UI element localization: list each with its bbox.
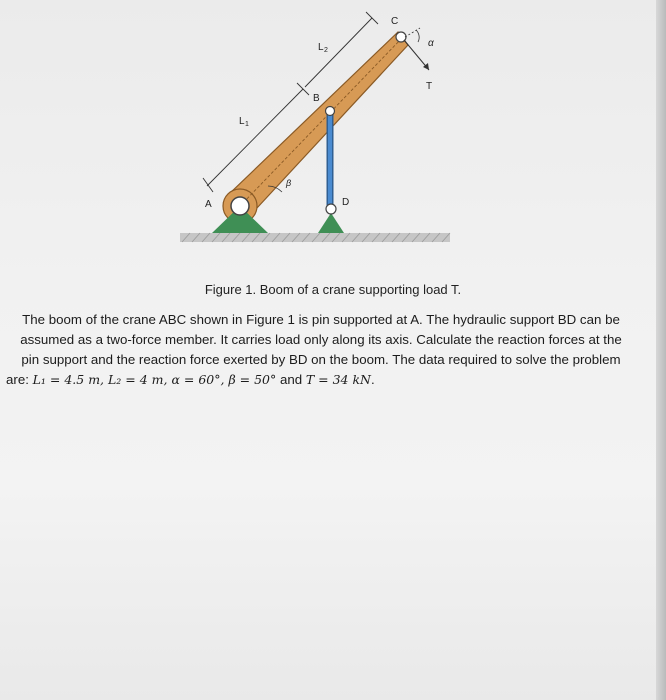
problem-line-4 bbox=[6, 370, 636, 390]
label-l1 bbox=[239, 116, 249, 128]
label-c: C bbox=[391, 16, 399, 27]
crane-figure bbox=[0, 0, 666, 300]
problem-and: and bbox=[276, 372, 306, 387]
problem-statement bbox=[6, 310, 636, 390]
label-beta: β bbox=[286, 178, 292, 188]
label-alpha: α bbox=[428, 38, 434, 49]
problem-line-1: The boom of the crane ABC shown in Figure 1 is pin supported at A. The hydraulic support BD can be bbox=[22, 312, 620, 327]
problem-line-2: assumed as a two-force member. It carries load only along its axis. Calculate the reaction forces at the bbox=[20, 332, 622, 347]
value-beta: β = 50° bbox=[228, 372, 277, 387]
value-l2: L₂ = 4 m, bbox=[108, 372, 172, 387]
problem-end: . bbox=[370, 372, 375, 387]
boom-abc bbox=[223, 32, 408, 223]
value-l1: L₁ = 4.5 m, bbox=[32, 372, 108, 387]
svg-text:1: 1 bbox=[245, 121, 249, 128]
label-d: D bbox=[342, 197, 350, 208]
svg-text:2: 2 bbox=[324, 47, 328, 54]
value-t: T = 34 kN bbox=[305, 372, 371, 387]
problem-line-3: pin support and the reaction force exerted by BD on the boom. The data required to solve the problem bbox=[21, 352, 621, 367]
value-alpha: α = 60°, bbox=[171, 372, 229, 387]
label-a: A bbox=[205, 199, 212, 210]
figure-caption: Figure 1. Boom of a crane supporting load T. bbox=[204, 282, 462, 297]
svg-text:L: L bbox=[318, 42, 324, 53]
problem-prefix: are: bbox=[6, 372, 33, 387]
label-b: B bbox=[313, 93, 320, 104]
ground bbox=[180, 233, 450, 242]
svg-text:L: L bbox=[239, 116, 245, 127]
label-l2 bbox=[318, 42, 328, 54]
label-t: T bbox=[426, 81, 433, 92]
